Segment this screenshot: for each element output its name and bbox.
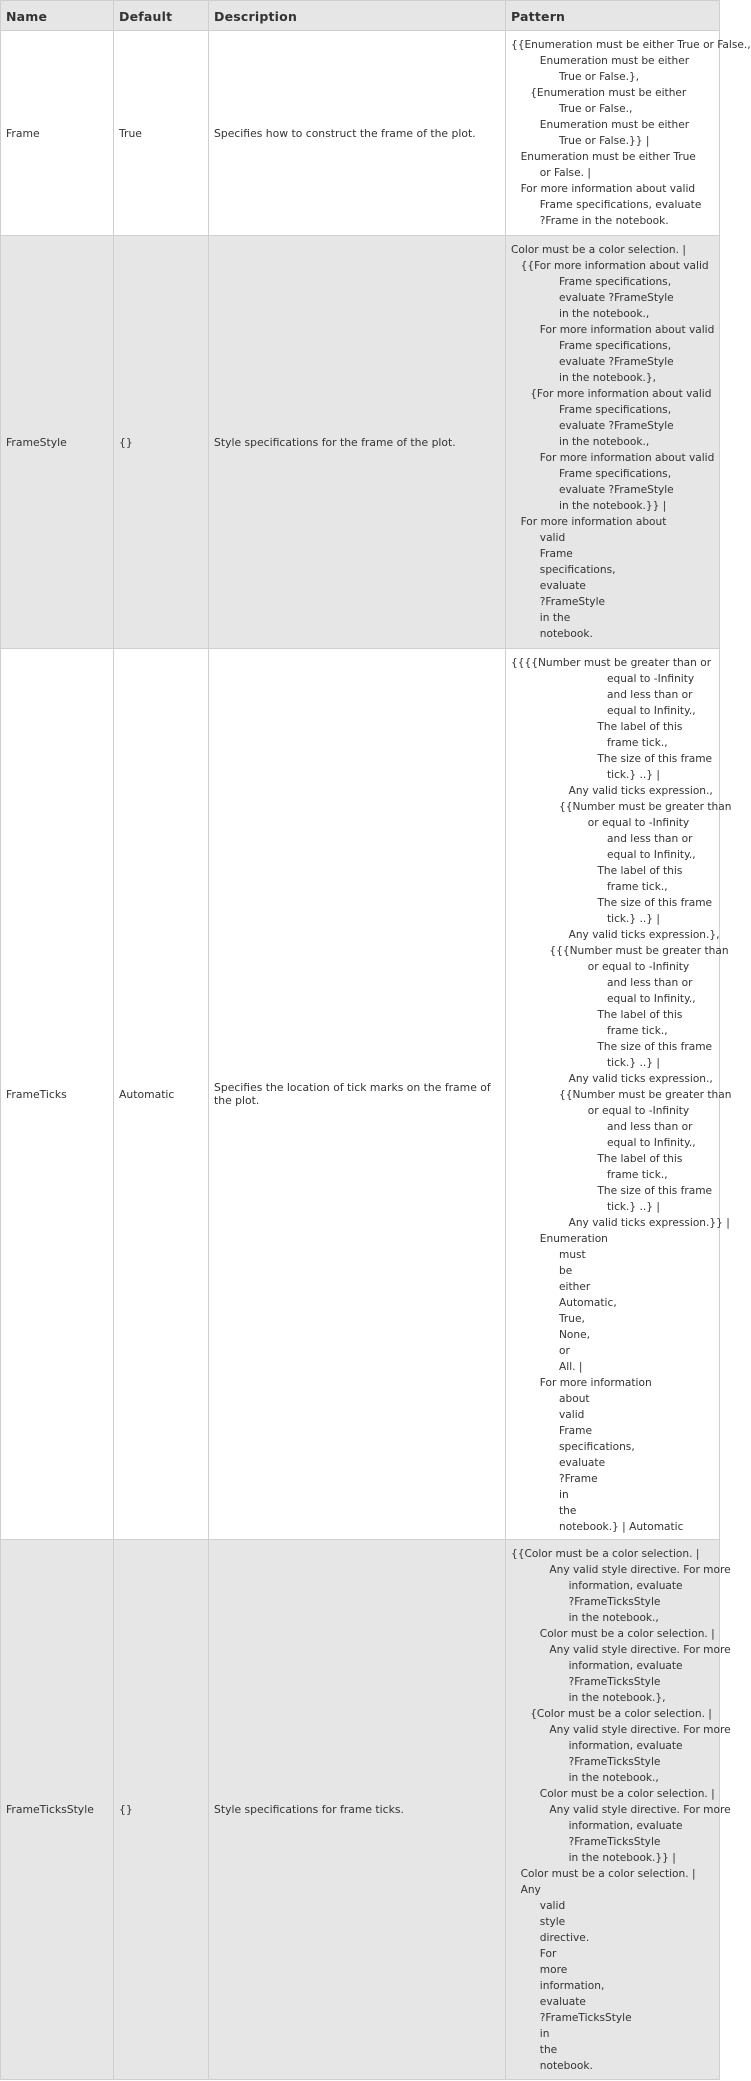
- pattern-line: notebook.: [539, 628, 593, 640]
- pattern-line: {Color must be a color selection. |: [530, 1708, 712, 1720]
- pattern-line: in the notebook.,: [559, 436, 650, 448]
- pattern-line: Frame specifications, evaluate: [539, 199, 702, 211]
- pattern-line: tick.} ..} |: [607, 1201, 660, 1213]
- column-header-pattern: Pattern: [506, 1, 720, 31]
- pattern-line: The size of this frame: [597, 1185, 713, 1197]
- header-row: [1, 1, 720, 31]
- pattern-line: Enumeration must be either: [539, 55, 690, 67]
- pattern-line: Color must be a color selection. |: [520, 1868, 696, 1880]
- pattern-line: {For more information about valid: [530, 388, 712, 400]
- pattern-line: True or False.}} |: [559, 135, 650, 147]
- table-row: [1, 236, 720, 649]
- pattern-line: be: [559, 1265, 573, 1277]
- column-header-description: Description: [209, 1, 506, 31]
- pattern-line: True,: [559, 1313, 585, 1325]
- table-row: [1, 649, 720, 1540]
- pattern-line: information, evaluate: [568, 1740, 683, 1752]
- pattern-line: Any valid ticks expression.,: [568, 1073, 713, 1085]
- pattern-line: The label of this: [597, 865, 683, 877]
- pattern-line: {{For more information about valid: [520, 260, 709, 272]
- pattern-line: specifications,: [539, 564, 616, 576]
- pattern-line: ?FrameTicksStyle: [539, 2012, 632, 2024]
- option-description: Specifies how to construct the frame of the plot.: [209, 31, 506, 236]
- pattern-line: Any: [520, 1884, 541, 1896]
- pattern-line: Color must be a color selection. |: [539, 1788, 715, 1800]
- option-pattern: [506, 236, 720, 649]
- pattern-line: For more information about: [520, 516, 667, 528]
- pattern-line: Frame specifications,: [559, 404, 672, 416]
- pattern-line: Any valid ticks expression.,: [568, 785, 713, 797]
- pattern-line: Any valid ticks expression.},: [568, 929, 720, 941]
- option-default: {}: [114, 236, 209, 649]
- pattern-line: in the notebook.}} |: [568, 1852, 676, 1864]
- option-pattern: [506, 1540, 731, 2080]
- option-default: Automatic: [114, 649, 209, 1540]
- option-pattern: [506, 649, 732, 1540]
- pattern-line: Frame specifications,: [559, 340, 672, 352]
- pattern-line: The size of this frame: [597, 1041, 713, 1053]
- option-name: FrameTicksStyle: [1, 1540, 114, 2080]
- pattern-line: All. |: [559, 1361, 583, 1373]
- pattern-line: or equal to -Infinity: [587, 1105, 690, 1117]
- option-name: FrameTicks: [1, 649, 114, 1540]
- pattern-line: in the notebook.,: [568, 1612, 659, 1624]
- pattern-line: specifications,: [559, 1441, 635, 1453]
- column-header-name: Name: [1, 1, 114, 31]
- pattern-line: Any valid style directive. For more: [549, 1804, 731, 1816]
- pattern-line: For more information about valid: [520, 183, 696, 195]
- pattern-line: valid: [539, 1900, 566, 1912]
- pattern-line: style: [539, 1916, 566, 1928]
- pattern-line: Enumeration must be either True: [520, 151, 696, 163]
- pattern-line: For more information about valid: [539, 324, 715, 336]
- pattern-line: The size of this frame: [597, 753, 713, 765]
- pattern-line: equal to Infinity.,: [607, 993, 696, 1005]
- pattern-line: Enumeration: [539, 1233, 608, 1245]
- pattern-line: and less than or: [607, 689, 693, 701]
- pattern-line: frame tick.,: [607, 737, 668, 749]
- pattern-line: in the notebook.},: [568, 1692, 666, 1704]
- pattern-line: {Enumeration must be either: [530, 87, 687, 99]
- pattern-line: information, evaluate: [568, 1820, 683, 1832]
- pattern-line: For more information about valid: [539, 452, 715, 464]
- pattern-line: ?FrameTicksStyle: [568, 1836, 661, 1848]
- pattern-line: valid: [559, 1409, 585, 1421]
- pattern-line: Automatic,: [559, 1297, 617, 1309]
- pattern-line: in the notebook.},: [559, 372, 656, 384]
- pattern-line: equal to -Infinity: [607, 673, 695, 685]
- pattern-line: equal to Infinity.,: [607, 1137, 696, 1149]
- pattern-line: valid: [539, 532, 566, 544]
- pattern-line: or False. |: [539, 167, 591, 179]
- pattern-line: {{Number must be greater than: [559, 1089, 732, 1101]
- pattern-line: more: [539, 1964, 568, 1976]
- pattern-line: or equal to -Infinity: [587, 961, 690, 973]
- pattern-line: True or False.,: [559, 103, 633, 115]
- pattern-line: Frame specifications,: [559, 468, 672, 480]
- pattern-line: and less than or: [607, 833, 693, 845]
- pattern-line: either: [559, 1281, 591, 1293]
- option-default: {}: [114, 1540, 209, 2080]
- pattern-line: ?Frame in the notebook.: [539, 215, 669, 227]
- pattern-line: evaluate: [539, 1996, 586, 2008]
- pattern-line: or: [559, 1345, 570, 1357]
- table-row: [1, 31, 720, 236]
- pattern-line: evaluate ?FrameStyle: [559, 420, 674, 432]
- pattern-line: notebook.: [539, 2060, 593, 2072]
- option-description: Style specifications for frame ticks.: [209, 1540, 506, 2080]
- pattern-line: evaluate ?FrameStyle: [559, 292, 674, 304]
- pattern-line: frame tick.,: [607, 1169, 668, 1181]
- pattern-line: ?FrameStyle: [539, 596, 606, 608]
- pattern-line: the: [539, 2044, 558, 2056]
- pattern-line: in the: [539, 612, 571, 624]
- pattern-line: notebook.} | Automatic: [559, 1521, 684, 1533]
- pattern-line: information, evaluate: [568, 1660, 683, 1672]
- pattern-line: ?FrameTicksStyle: [568, 1596, 661, 1608]
- pattern-line: The label of this: [597, 721, 683, 733]
- pattern-line: information, evaluate: [568, 1580, 683, 1592]
- pattern-line: ?FrameTicksStyle: [568, 1676, 661, 1688]
- pattern-line: Enumeration must be either: [539, 119, 690, 131]
- pattern-line: {{{{Number must be greater than or: [511, 657, 712, 669]
- pattern-line: in the notebook.,: [568, 1772, 659, 1784]
- pattern-line: must: [559, 1249, 586, 1261]
- pattern-line: The label of this: [597, 1009, 683, 1021]
- pattern-line: tick.} ..} |: [607, 1057, 660, 1069]
- pattern-line: evaluate: [539, 580, 586, 592]
- pattern-line: Any valid style directive. For more: [549, 1724, 731, 1736]
- option-description: Style specifications for the frame of the plot.: [209, 236, 506, 649]
- pattern-line: Frame: [559, 1425, 593, 1437]
- pattern-line: {{Number must be greater than: [559, 801, 732, 813]
- pattern-line: about: [559, 1393, 590, 1405]
- pattern-line: The label of this: [597, 1153, 683, 1165]
- pattern-line: Any valid ticks expression.}} |: [568, 1217, 730, 1229]
- pattern-line: frame tick.,: [607, 881, 668, 893]
- pattern-line: information,: [539, 1980, 605, 1992]
- pattern-line: evaluate: [559, 1457, 606, 1469]
- pattern-line: Color must be a color selection. |: [539, 1628, 715, 1640]
- pattern-line: True or False.},: [559, 71, 640, 83]
- pattern-line: frame tick.,: [607, 1025, 668, 1037]
- pattern-line: in the notebook.,: [559, 308, 650, 320]
- pattern-line: directive.: [539, 1932, 590, 1944]
- pattern-line: evaluate ?FrameStyle: [559, 484, 674, 496]
- pattern-line: For more information: [539, 1377, 652, 1389]
- option-name: FrameStyle: [1, 236, 114, 649]
- pattern-line: For: [539, 1948, 557, 1960]
- pattern-line: Any valid style directive. For more: [549, 1564, 731, 1576]
- pattern-line: tick.} ..} |: [607, 769, 660, 781]
- pattern-line: None,: [559, 1329, 591, 1341]
- option-description: Specifies the location of tick marks on the frame of the plot.: [209, 649, 506, 1540]
- pattern-line: {{Enumeration must be either True or False.,: [511, 39, 751, 51]
- table-row: [1, 1540, 720, 2080]
- pattern-line: or equal to -Infinity: [587, 817, 690, 829]
- option-default: True: [114, 31, 209, 236]
- pattern-line: Frame specifications,: [559, 276, 672, 288]
- pattern-line: and less than or: [607, 977, 693, 989]
- pattern-line: ?FrameTicksStyle: [568, 1756, 661, 1768]
- pattern-line: Any valid style directive. For more: [549, 1644, 731, 1656]
- option-name: Frame: [1, 31, 114, 236]
- pattern-line: ?Frame: [559, 1473, 598, 1485]
- pattern-line: in the notebook.}} |: [559, 500, 667, 512]
- pattern-line: tick.} ..} |: [607, 913, 660, 925]
- pattern-line: the: [559, 1505, 577, 1517]
- pattern-line: Frame: [539, 548, 573, 560]
- pattern-line: in: [559, 1489, 569, 1501]
- option-pattern: [506, 31, 751, 236]
- column-header-default: Default: [114, 1, 209, 31]
- pattern-line: Color must be a color selection. |: [511, 244, 686, 256]
- pattern-line: equal to Infinity.,: [607, 705, 696, 717]
- pattern-line: {{Color must be a color selection. |: [511, 1548, 700, 1560]
- pattern-line: evaluate ?FrameStyle: [559, 356, 674, 368]
- pattern-line: and less than or: [607, 1121, 693, 1133]
- pattern-line: {{{Number must be greater than: [549, 945, 729, 957]
- pattern-line: equal to Infinity.,: [607, 849, 696, 861]
- pattern-line: in: [539, 2028, 550, 2040]
- pattern-line: The size of this frame: [597, 897, 713, 909]
